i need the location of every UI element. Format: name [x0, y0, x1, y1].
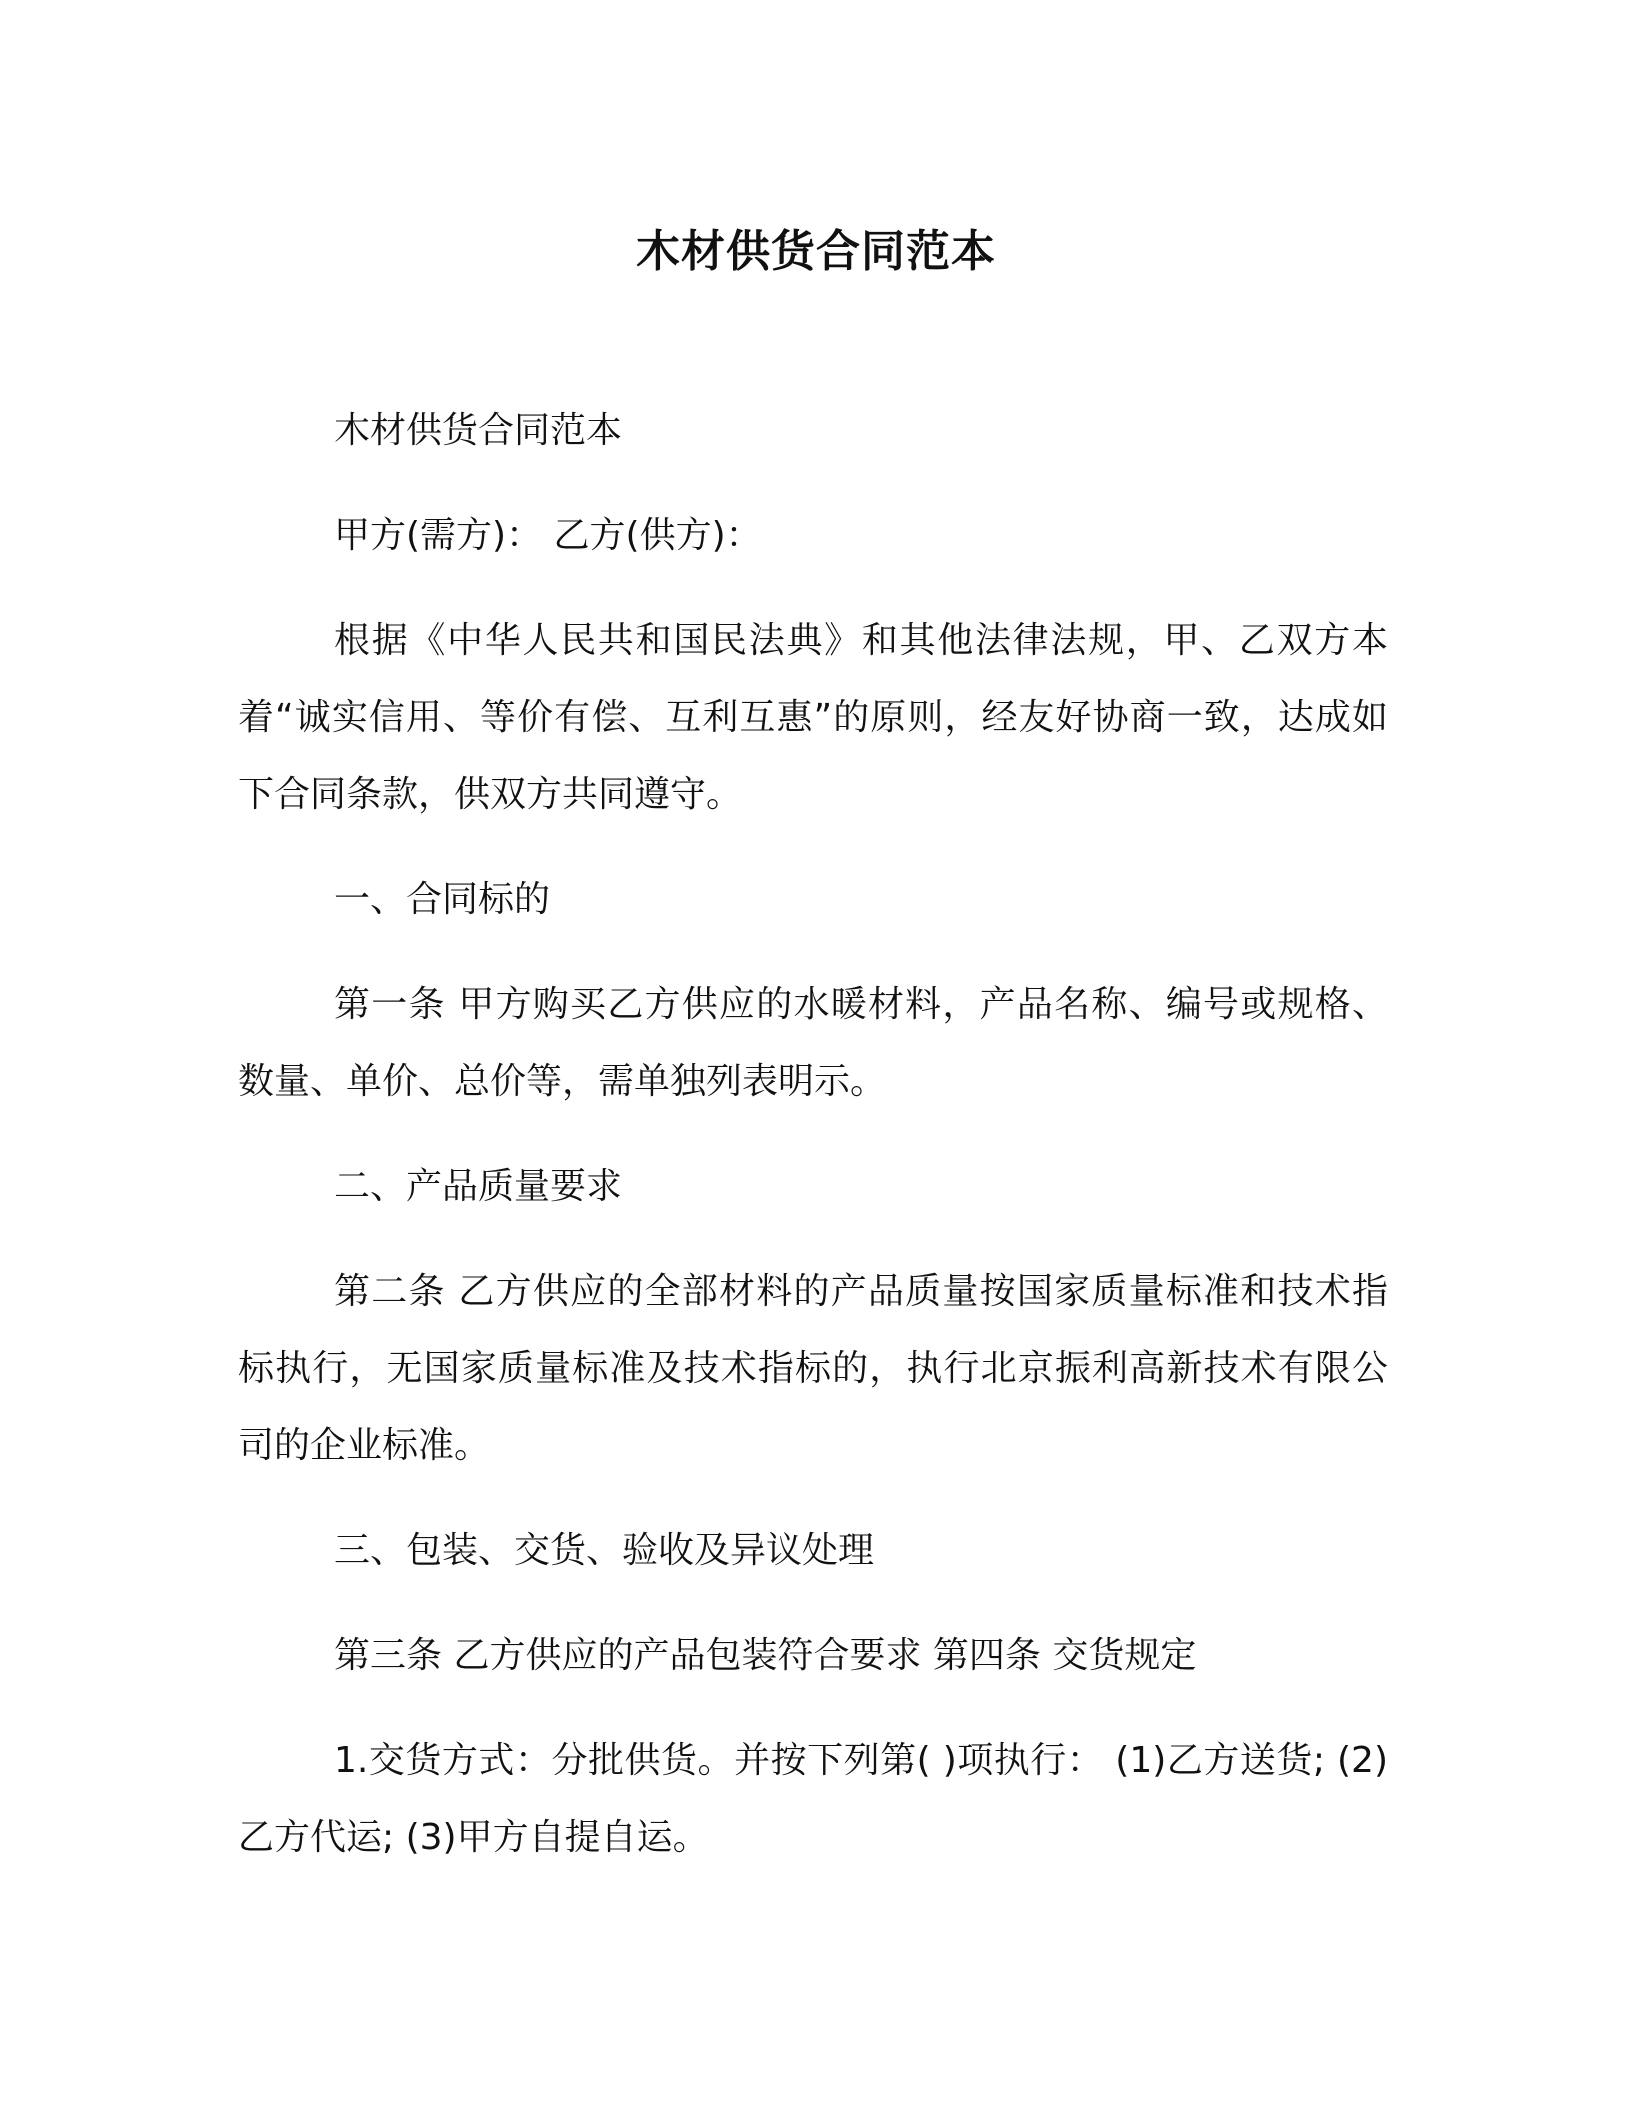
document-body	[238, 392, 1388, 1904]
article-1-paragraph: 第一条 甲方购买乙方供应的水暖材料，产品名称、编号或规格、数量、单价、总价等，需单独列表明示。	[238, 984, 1388, 1102]
parties-paragraph: 甲方(需方)： 乙方(供方)：	[334, 515, 762, 556]
article-2-paragraph: 第二条 乙方供应的全部材料的产品质量按国家质量标准和技术指标执行，无国家质量标准及技术指标的，执行北京振利高新技术有限公司的企业标准。	[238, 1271, 1388, 1466]
document-title: 木材供货合同范本	[636, 226, 996, 277]
preamble-paragraph: 根据《中华人民共和国民法典》和其他法律法规，甲、乙双方本着“诚实信用、等价有偿、互利互惠”的原则，经友好协商一致，达成如下合同条款，供双方共同遵守。	[238, 620, 1388, 815]
section-heading-2: 二、产品质量要求	[334, 1166, 623, 1207]
article-3-4-paragraph: 第三条 乙方供应的产品包装符合要求 第四条 交货规定	[334, 1635, 1197, 1676]
delivery-method-paragraph: 1.交货方式：分批供货。并按下列第( )项执行： (1)乙方送货; (2)乙方代运; (3)甲方自提自运。	[238, 1740, 1388, 1858]
subtitle-paragraph: 木材供货合同范本	[334, 410, 623, 451]
section-heading-1: 一、合同标的	[334, 879, 551, 920]
section-heading-3: 三、包装、交货、验收及异议处理	[334, 1530, 875, 1571]
